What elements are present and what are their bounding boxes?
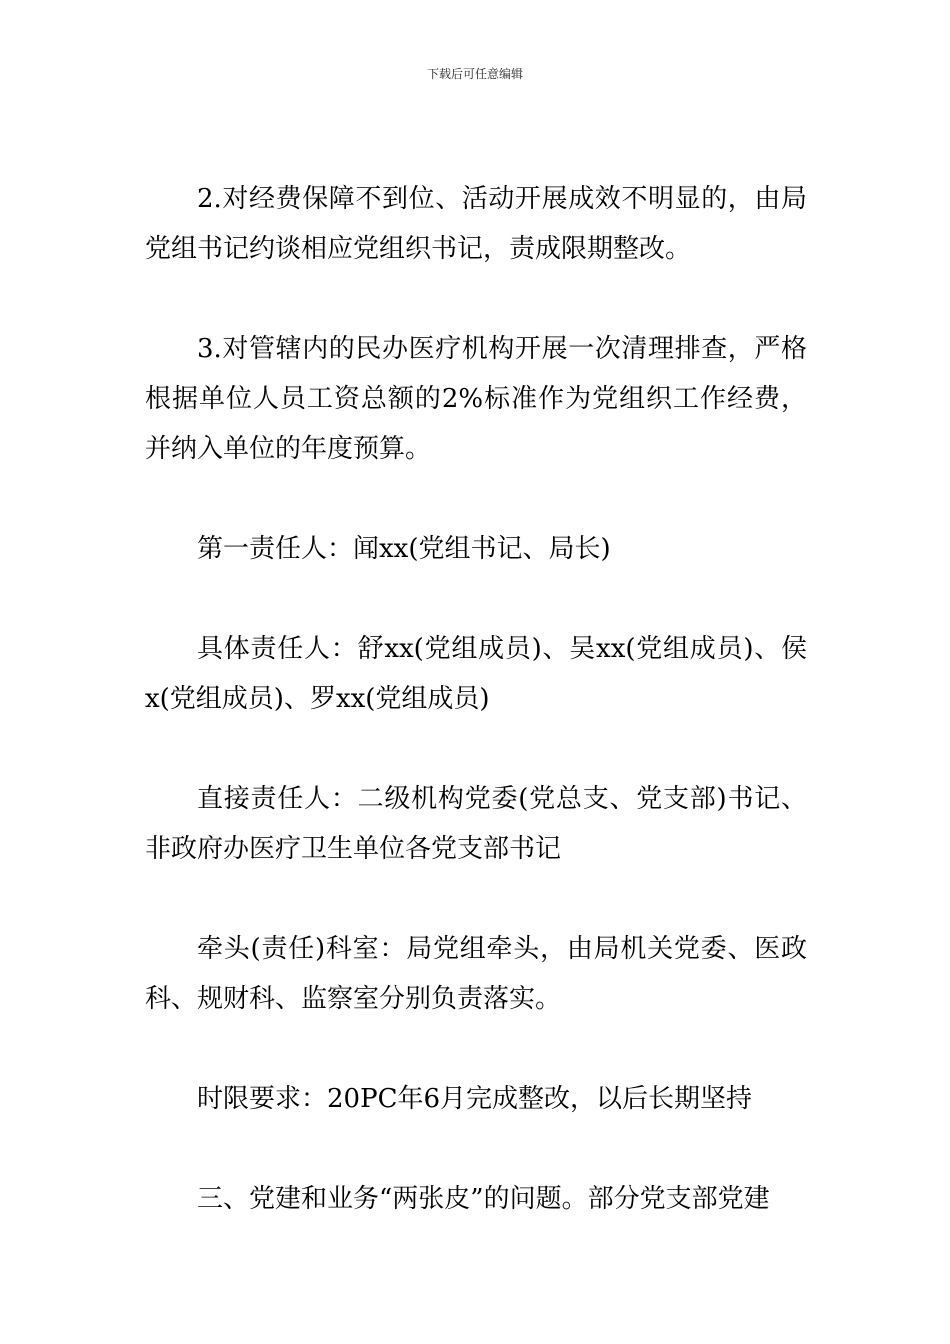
paragraph-funding-talk: 2.对经费保障不到位、活动开展成效不明显的，由局党组书记约谈相应党组织书记，责成限期整改。 [145,184,807,264]
paragraph-section-three: 三、党建和业务“两张皮”的问题。部分党支部党建 [197,1184,770,1214]
document-body [145,174,807,1274]
paragraph-private-clinics: 3.对管辖内的民办医疗机构开展一次清理排查，严格根据单位人员工资总额的2%标准作为党组织工作经费，并纳入单位的年度预算。 [145,334,807,464]
paragraph-specific-responsible: 具体责任人：舒xx(党组成员)、吴xx(党组成员)、侯x(党组成员)、罗xx(党组成员) [145,634,807,714]
paragraph-lead-department: 牵头(责任)科室：局党组牵头，由局机关党委、医政科、规财科、监察室分别负责落实。 [145,934,807,1014]
paragraph-first-responsible: 第一责任人：闻xx(党组书记、局长) [197,534,611,564]
paragraph-deadline: 时限要求：20PC年6月完成整改，以后长期坚持 [197,1084,753,1114]
paragraph-direct-responsible: 直接责任人：二级机构党委(党总支、党支部)书记、非政府办医疗卫生单位各党支部书记 [145,784,807,864]
page-header: 下载后可任意编辑 [426,67,523,81]
